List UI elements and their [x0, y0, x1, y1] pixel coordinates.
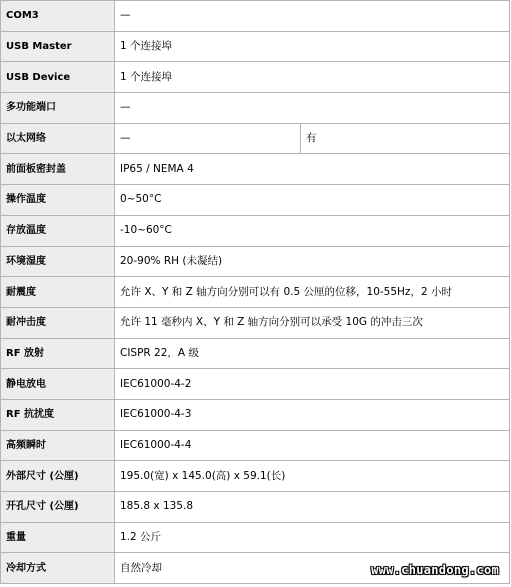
table-row	[1, 215, 510, 246]
row-label: 存放温度	[1, 215, 115, 246]
site-watermark: www.chuandong.com	[371, 563, 499, 577]
row-label: COM3	[1, 1, 115, 32]
row-value: -10~60°C	[115, 215, 510, 246]
table-row	[1, 31, 510, 62]
row-label: 耐震度	[1, 277, 115, 308]
table-row	[1, 277, 510, 308]
table-row	[1, 93, 510, 124]
row-value: CISPR 22，A 级	[115, 338, 510, 369]
row-label: 环境湿度	[1, 246, 115, 277]
row-label: 外部尺寸 (公厘)	[1, 461, 115, 492]
row-value: IEC61000-4-2	[115, 369, 510, 400]
row-value: IEC61000-4-3	[115, 399, 510, 430]
row-label: 多功能端口	[1, 93, 115, 124]
row-extra-value: 有	[301, 123, 510, 154]
row-value: 允许 X、Y 和 Z 轴方向分别可以有 0.5 公厘的位移，10-55Hz，2 小时	[115, 277, 510, 308]
row-value: 允许 11 毫秒内 X、Y 和 Z 轴方向分别可以承受 10G 的冲击三次	[115, 307, 510, 338]
row-label: 冷却方式	[1, 553, 115, 584]
row-value: —	[115, 93, 510, 124]
row-value: IEC61000-4-4	[115, 430, 510, 461]
row-label: RF 放射	[1, 338, 115, 369]
row-value: 1.2 公斤	[115, 522, 510, 553]
row-label: 操作温度	[1, 185, 115, 216]
row-value: 自然冷却	[115, 553, 510, 584]
row-value: 20-90% RH (未凝结)	[115, 246, 510, 277]
table-row	[1, 399, 510, 430]
row-label: 静电放电	[1, 369, 115, 400]
table-row	[1, 369, 510, 400]
row-label: 以太网络	[1, 123, 115, 154]
row-label: 耐冲击度	[1, 307, 115, 338]
row-value: 0~50°C	[115, 185, 510, 216]
table-row	[1, 1, 510, 32]
row-value: —	[115, 1, 510, 32]
row-label: USB Device	[1, 62, 115, 93]
row-value: —	[115, 123, 301, 154]
table-row	[1, 430, 510, 461]
row-value: 1 个连接埠	[115, 62, 510, 93]
table-row	[1, 123, 510, 154]
table-row	[1, 246, 510, 277]
row-value: IP65 / NEMA 4	[115, 154, 510, 185]
row-label: 开孔尺寸 (公厘)	[1, 492, 115, 523]
table-row	[1, 492, 510, 523]
table-row	[1, 461, 510, 492]
row-value: 195.0(宽) x 145.0(高) x 59.1(长)	[115, 461, 510, 492]
table-row	[1, 154, 510, 185]
spec-table-body	[1, 1, 510, 584]
row-label: 高频瞬时	[1, 430, 115, 461]
row-label: 前面板密封盖	[1, 154, 115, 185]
row-label: 重量	[1, 522, 115, 553]
row-value: 185.8 x 135.8	[115, 492, 510, 523]
row-value: 1 个连接埠	[115, 31, 510, 62]
table-row	[1, 338, 510, 369]
row-label: RF 抗扰度	[1, 399, 115, 430]
table-row	[1, 185, 510, 216]
table-row	[1, 307, 510, 338]
table-row	[1, 522, 510, 553]
row-label: USB Master	[1, 31, 115, 62]
table-row	[1, 62, 510, 93]
